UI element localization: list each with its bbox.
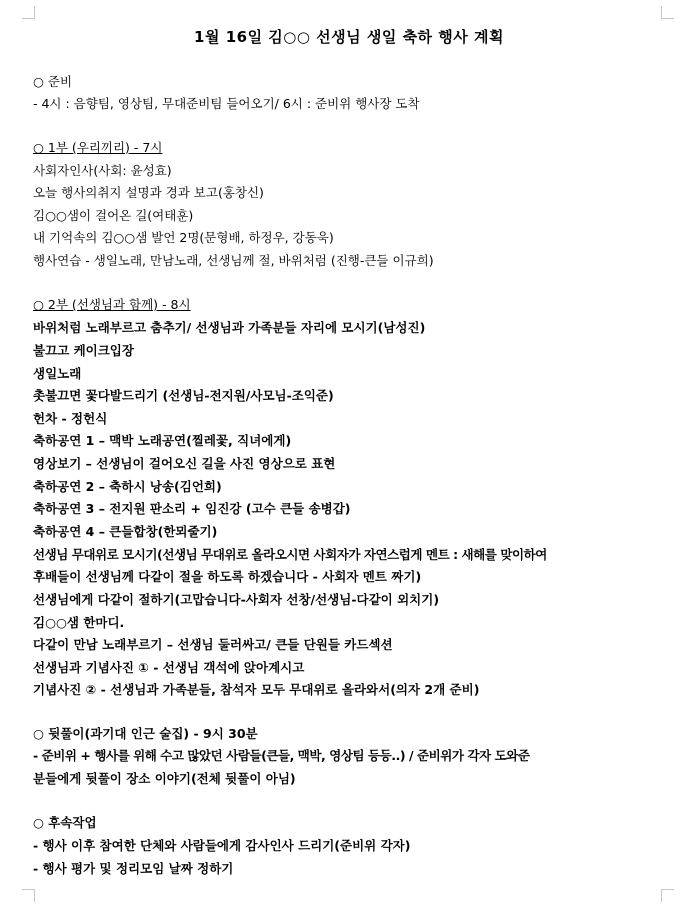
part2-line: 후배들이 선생님께 다같이 절을 하도록 하겠습니다 - 사회자 멘트 짜기) [33,569,422,584]
part2-line: 선생님과 기념사진 ① - 선생님 객석에 앉아계시고 [33,660,305,675]
part2-line: 김○○샘 한마디. [33,615,125,630]
part2-line: 선생님에게 다같이 절하기(고맙습니다-사회자 선창/선생님-다같이 외치기) [33,592,440,607]
part2-line: 축하공연 4 – 큰들합창(한뫼줄기) [33,524,218,539]
part2-line: 바위처럼 노래부르고 춤추기/ 선생님과 가족분들 자리에 모시기(남성진) [33,320,426,335]
crop-mark-top-right [661,6,674,19]
part1-line: 행사연습 - 생일노래, 만남노래, 선생님께 절, 바위처럼 (진행-큰들 이규희) [33,253,434,268]
part1-line: 김○○샘이 걸어온 길(여태훈) [33,208,194,223]
section-heading-part1: ○ 1부 (우리끼리) - 7시 [33,140,163,155]
part2-line: 축하공연 1 – 맥박 노래공연(찔레꽃, 직녀에게) [33,433,292,448]
crop-mark-top-left [22,6,35,19]
part2-line: 생일노래 [33,366,82,381]
afterparty-line: 분들에게 뒷풀이 장소 이야기(전체 뒷풀이 아님) [33,771,296,786]
part2-line: 헌차 - 정헌식 [33,411,108,426]
afterparty-line: - 준비위 + 행사를 위해 수고 많았던 사람들(큰들, 맥박, 영상팀 등등..) / 준비위가 각자 도와준 [33,748,530,763]
followup-line: - 행사 평가 및 정리모임 날짜 정하기 [33,861,234,876]
section-heading-prep: ○ 준비 [33,74,73,89]
part1-line: 오늘 행사의취지 설명과 경과 보고(홍창신) [33,185,264,200]
part2-line: 영상보기 – 선생님이 걸어오신 길을 사진 영상으로 표현 [33,456,336,471]
section-heading-afterparty: ○ 뒷풀이(과기대 인근 술집) - 9시 30분 [33,726,258,741]
part2-line: 촛불끄면 꽃다발드리기 (선생님-전지원/사모님-조익준) [33,388,334,403]
part2-line: 다같이 만남 노래부르기 – 선생님 둘러싸고/ 큰들 단원들 카드섹션 [33,637,393,652]
document-title: 1월 16일 김○○ 선생님 생일 축하 행사 계획 [194,28,504,46]
part1-line: 사회자인사(사회: 윤성효) [33,163,172,178]
part2-line: 기념사진 ② - 선생님과 가족분들, 참석자 모두 무대위로 올라와서(의자 2개 준비) [33,682,480,697]
followup-line: - 행사 이후 참여한 단체와 사람들에게 감사인사 드리기(준비위 각자) [33,838,411,853]
prep-line: - 4시 : 음향팀, 영상팀, 무대준비팀 들어오기/ 6시 : 준비위 행사장 도착 [33,96,420,111]
part2-line: 불끄고 케이크입장 [33,343,134,358]
crop-mark-bottom-left [22,889,35,902]
crop-mark-bottom-right [661,889,674,902]
part2-line: 축하공연 3 – 전지원 판소리 + 임진강 (고수 큰들 송병갑) [33,501,351,516]
section-heading-followup: ○ 후속작업 [33,815,97,830]
part2-line: 선생님 무대위로 모시기(선생님 무대위로 올라오시면 사회자가 자연스럽게 멘트 : 새해를 맞이하여 [33,547,547,562]
part1-line: 내 기억속의 김○○샘 발언 2명(문형배, 하정우, 강동욱) [33,230,334,245]
part2-line: 축하공연 2 – 축하시 낭송(김언희) [33,479,222,494]
section-heading-part2: ○ 2부 (선생님과 함께) - 8시 [33,297,191,312]
